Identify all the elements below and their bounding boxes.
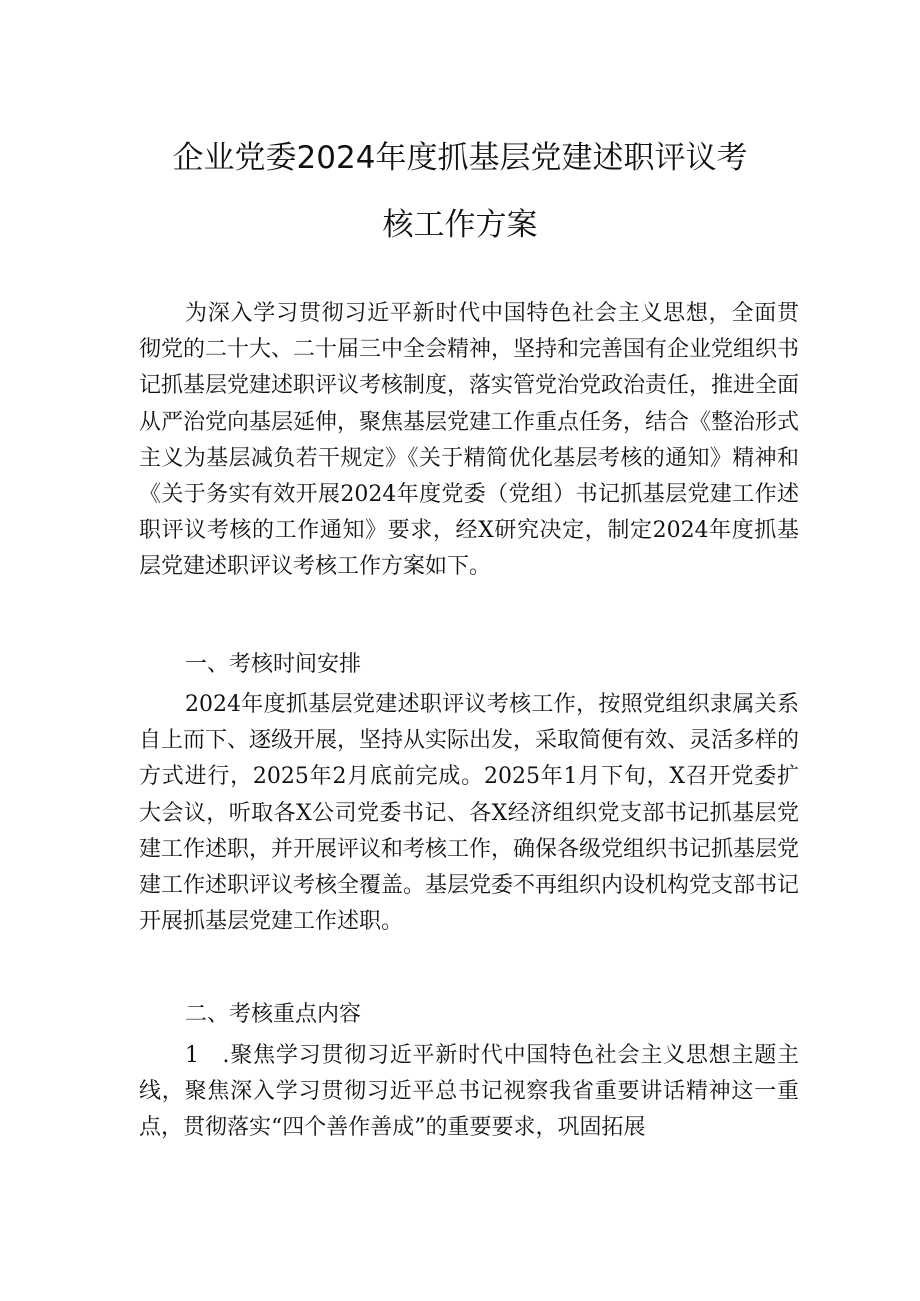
document-title-line-2: 核工作方案 — [382, 207, 538, 243]
section-1-paragraph: 2024年度抓基层党建述职评议考核工作，按照党组织隶属关系自上而下、逐级开展，坚持从实际出发，采取简便有效、灵活多样的方式进行，2025年2月底前完成。2025年1月下旬，X召开党委扩大会议，听取各X公司党委书记、各X经济组织党支部书记抓基层党建工作述职，并开展评议和考核工作，确保各级党组织书记抓基层党建工作述职评议考核全覆盖。基层党委不再组织内设机构党支部书记开展抓基层党建工作述职。 — [139, 692, 800, 935]
intro-paragraph: 为深入学习贯彻习近平新时代中国特色社会主义思想，全面贯彻党的二十大、二十届三中全会精神，坚持和完善国有企业党组织书记抓基层党建述职评议考核制度，落实管党治党政治责任，推进全面从严治党向基层延伸，聚焦基层党建工作重点任务，结合《整治形式主义为基层减负若干规定》《关于精简优化基层考核的通知》精神和《关于务实有效开展2024年度党委（党组）书记抓基层党建工作述职评议考核的工作通知》要求，经X研究决定，制定2024年度抓基层党建述职评议考核工作方案如下。 — [139, 301, 800, 580]
section-2-item-1: 1 .聚焦学习贯彻习近平新时代中国特色社会主义思想主题主线，聚焦深入学习贯彻习近平总书记视察我省重要讲话精神这一重点，贯彻落实“四个善作善成”的重要要求，巩固拓展 — [139, 1043, 799, 1141]
section-2-heading: 二、考核重点内容 — [185, 1002, 362, 1027]
document-title-line-1: 企业党委2024年度抓基层党建述职评议考 — [172, 140, 748, 176]
section-1-heading: 一、考核时间安排 — [185, 652, 362, 677]
